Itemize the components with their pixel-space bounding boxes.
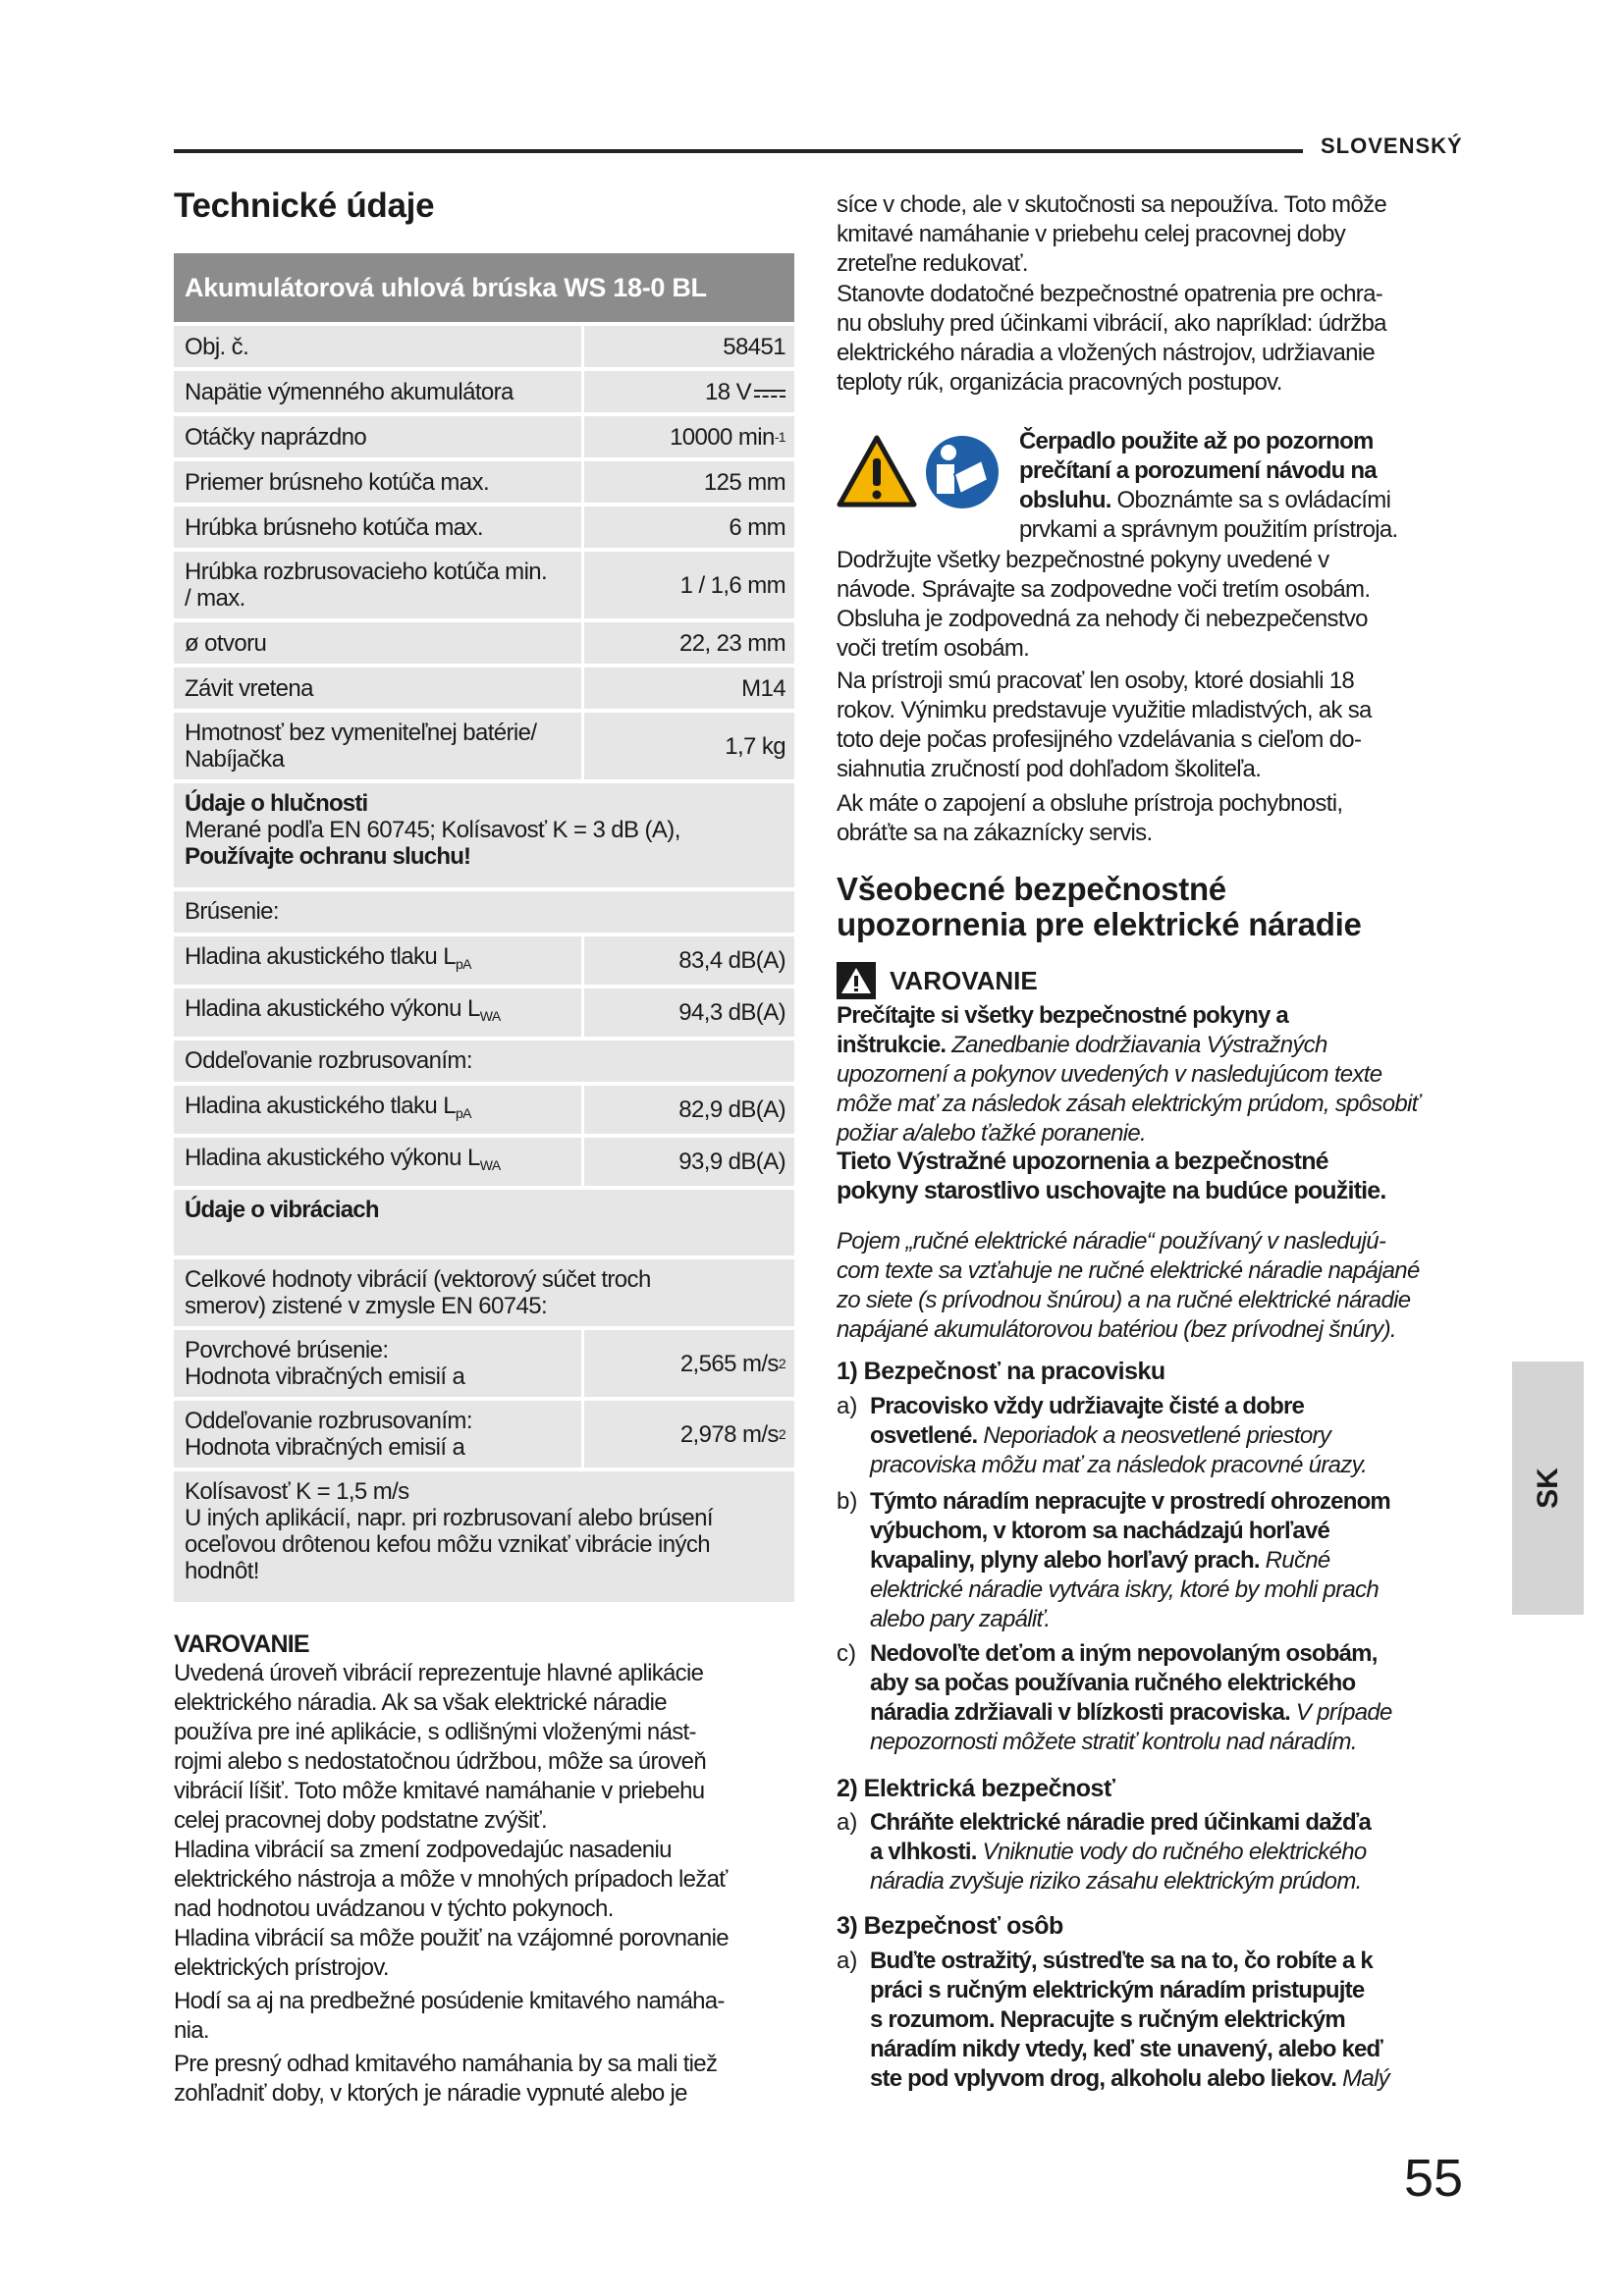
spec-label: [174, 1086, 581, 1134]
spec-row: [174, 1138, 794, 1186]
spec-label-text: Hrúbka brúsneho kotúča max.: [185, 513, 483, 541]
spec-value-text: 6 mm: [729, 513, 785, 541]
warning-label: VAROVANIE: [890, 965, 1038, 995]
spec-row: [174, 1330, 794, 1397]
spec-note: U iných aplikácií, napr. pri rozbrusovaní alebo brúsení oceľovou drôtenou kefou môžu vznikať vibrácie iných hodnôt!: [185, 1505, 713, 1584]
item-text: [870, 1808, 1371, 1896]
spec-row: [174, 988, 794, 1037]
spec-label-text: Hladina akustického výkonu L: [185, 995, 480, 1022]
spec-table-header: Akumulátorová uhlová brúska WS 18-0 BL: [174, 253, 794, 322]
spec-value: [584, 416, 794, 457]
text-run: Nedovoľte deťom a iným nepovolaným osobám, aby sa počas používania ručného elektrického náradia zdržiavali v blízkosti pracoviska.: [870, 1640, 1378, 1726]
spec-label-text: Hrúbka rozbrusovacieho kotúča min. / max.: [185, 559, 548, 612]
spec-label: [174, 713, 581, 779]
spec-label-text: Obj. č.: [185, 333, 249, 360]
spec-section-title: Údaje o hlučnosti: [185, 790, 368, 817]
safety-item: [837, 1947, 1475, 2094]
spec-value: [584, 667, 794, 709]
text-run: Zanedbanie dodržiavania Výstražných upozornení a pokynov uvedených v nasledujúcom texte môže mať za následok zásah elektrickým prúdom, spôsobiť požiar a/alebo ťažké poranenie.: [837, 1032, 1420, 1147]
definition-paragraph: [837, 1227, 1420, 1345]
left-warning-paragraph: [174, 1987, 725, 2046]
spec-row: [174, 326, 794, 367]
text-run: Na prístroji smú pracovať len osoby, ktoré dosiahli 18 rokov. Výnimku predstavuje využitie mladistvých, ak sa toto deje počas profesijného vzdelávania s cieľom do- siahnutia zručností pod dohľadom školiteľa.: [837, 667, 1372, 782]
text-run: V prípade nepozornosti môžete stratiť kontrolu nad náradím.: [870, 1699, 1392, 1755]
item-label: c): [837, 1640, 856, 1667]
text-run: Ak máte o zapojení a obsluhe prístroja pochybnosti, obráťte sa na zákaznícky servis.: [837, 790, 1343, 846]
item-text: [870, 1639, 1392, 1757]
spec-value-text: 58451: [723, 333, 785, 360]
spec-label: [174, 1471, 794, 1602]
spec-label: [174, 936, 581, 985]
paragraph: [837, 280, 1386, 398]
item-text: [870, 1392, 1367, 1480]
spec-label: [174, 667, 581, 709]
safety-item: [837, 1392, 1475, 1480]
spec-label-text: Kolísavosť K = 1,5 m/s: [185, 1478, 409, 1505]
spec-label: [174, 1330, 581, 1397]
spec-row: [174, 936, 794, 985]
spec-label: [174, 891, 794, 933]
spec-label-text: Závit vretena: [185, 674, 313, 702]
item-label: a): [837, 1948, 858, 1974]
page-number: 55: [1404, 2149, 1464, 2208]
spec-value: [584, 936, 794, 985]
text-run: Hodí sa aj na predbežné posúdenie kmitavého namáha- nia.: [174, 1988, 725, 2044]
spec-label: [174, 783, 794, 887]
header-rule: [174, 149, 1303, 153]
safety-item: [837, 1639, 1475, 1757]
text-run: Buďte ostražitý, sústreďte sa na to, čo robíte a k práci s ručným elektrickým náradím pristupujte s rozumom. Nepracujte s ručným elektrickým náradím nikdy vtedy, keď ste unavený, alebo keď ste pod vplyvom drog, alkoholu alebo liekov.: [870, 1948, 1383, 2092]
warning-icon: [837, 962, 876, 999]
warning-text: [837, 1001, 1419, 1148]
item-label: b): [837, 1488, 858, 1515]
item-label: a): [837, 1393, 858, 1419]
text-run: Pre presný odhad kmitavého namáhania by sa mali tiež zohľadniť doby, v ktorých je náradie vypnuté alebo je: [174, 2051, 718, 2107]
superscript: 2: [778, 1355, 785, 1371]
spec-value: [584, 326, 794, 367]
spec-value: [584, 988, 794, 1037]
safety-section-title: 1) Bezpečnosť na pracovisku: [837, 1358, 1165, 1385]
spec-value-text: 2,565 m/s: [679, 1350, 779, 1377]
spec-row: [174, 371, 794, 412]
spec-value-text: 10000 min: [670, 423, 775, 451]
text-run: Týmto náradím nepracujte v prostredí ohrozenom výbuchom, v ktorom sa nachádzajú horľavé kvapaliny, plyny alebo horľavý prach.: [870, 1488, 1390, 1574]
warning-triangle-icon: [837, 435, 917, 507]
section-heading: Všeobecné bezpečnostné upozornenia pre elektrické náradie: [837, 871, 1362, 942]
spec-value-text: 125 mm: [703, 468, 785, 496]
spec-label: [174, 1259, 794, 1326]
spec-label-text: ø otvoru: [185, 629, 267, 657]
spec-table: [174, 253, 794, 1606]
left-warning-paragraph: [174, 2050, 717, 2109]
safety-section-title: 3) Bezpečnosť osôb: [837, 1912, 1063, 1940]
spec-value-text: M14: [741, 674, 785, 702]
spec-value: [584, 713, 794, 779]
pictograms: [837, 435, 1000, 509]
spec-row: [174, 552, 794, 618]
superscript: -1: [774, 428, 785, 445]
text-run: Uvedená úroveň vibrácií reprezentuje hlavné aplikácie elektrického náradia. Ak sa však elektrické náradie používa pre iné aplikácie, s odlišnými vloženými nást- rojmi alebo s nedostatočnou údržbou, môže sa úroveň vibrácií líšiť. Toto môže kmitavé namáhanie v priebehu celej pracovnej doby podstatne zvýšiť. Hladina vibrácií sa zmení zodpovedajúc nasadeniu elektrického nástroja a môže v mnohých prípadoch ležať nad hodnotou uvádzanou v týchto pokynoch. Hladina vibrácií sa môže použiť na vzájomné porovnanie elektrických prístrojov.: [174, 1660, 729, 1981]
spec-row: [174, 416, 794, 457]
page-title: Technické údaje: [174, 187, 435, 225]
spec-label-text: Priemer brúsneho kotúča max.: [185, 468, 490, 496]
spec-label-line: [185, 1145, 570, 1179]
spec-label-text: Hladina akustického tlaku L: [185, 1093, 456, 1119]
spec-label-text: Brúsenie:: [185, 898, 279, 925]
spec-row: [174, 783, 794, 887]
spec-label: [174, 988, 581, 1037]
spec-value-text: 22, 23 mm: [679, 629, 785, 657]
spec-label-line: [185, 995, 570, 1030]
spec-value: [584, 1401, 794, 1468]
spec-label-text: Oddeľovanie rozbrusovaním:: [185, 1047, 472, 1074]
text-run: Stanovte dodatočné bezpečnostné opatrenia pre ochra- nu obsluhy pred účinkami vibrácií, ako napríklad: údržba elektrického náradia a vložených nástrojov, udržiavanie teploty rúk, organizácia pracovných postupov.: [837, 281, 1386, 396]
keep-instructions: [837, 1147, 1386, 1205]
spec-label-text: Celkové hodnoty vibrácií (vektorový súčet troch smerov) zistené v zmysle EN 60745:: [185, 1266, 651, 1319]
spec-label-text: Merané podľa EN 60745; Kolísavosť K = 3 dB (A),: [185, 817, 680, 843]
spec-value: [584, 371, 794, 412]
spec-row: [174, 1190, 794, 1255]
spec-label: [174, 1190, 794, 1255]
text-run: síce v chode, ale v skutočnosti sa nepoužíva. Toto môže kmitavé namáhanie v priebehu celej pracovnej doby zreteľne redukovať.: [837, 191, 1387, 277]
spec-label-text: Otáčky naprázdno: [185, 423, 367, 451]
text-run: Vniknutie vody do ručného elektrického náradia zvyšuje riziko zásahu elektrickým prúdom.: [870, 1839, 1367, 1895]
spec-label: [174, 507, 581, 548]
spec-label: [174, 461, 581, 503]
safety-item: [837, 1808, 1475, 1896]
spec-value: [584, 552, 794, 618]
spec-value-text: 1 / 1,6 mm: [679, 571, 785, 599]
spec-row: [174, 622, 794, 664]
spec-label-text: Hmotnosť bez vymeniteľnej batérie/ Nabíjačka: [185, 720, 537, 773]
spec-row: [174, 667, 794, 709]
text-run: Tieto Výstražné upozornenia a bezpečnostné pokyny starostlivo uschovajte na budúce použitie.: [837, 1148, 1386, 1204]
safety-item: [837, 1487, 1475, 1634]
spec-label: [174, 1138, 581, 1186]
text-run: Pojem „ručné elektrické náradie“ používaný v nasledujú- com texte sa vzťahuje ne ručné elektrické náradie napájané zo siete (s prívodnou šnúrou) a na ručné elektrické náradie napájané akumulátorovou batériou (bez prívodnej šnúry).: [837, 1228, 1420, 1343]
spec-row: [174, 713, 794, 779]
safety-section-title: 2) Elektrická bezpečnosť: [837, 1775, 1115, 1802]
spec-value: [584, 1086, 794, 1134]
spec-label-text: Hladina akustického výkonu L: [185, 1145, 480, 1171]
spec-row: [174, 1259, 794, 1326]
spec-note: Používajte ochranu sluchu!: [185, 843, 471, 870]
language-label: SLOVENSKÝ: [1321, 133, 1463, 158]
superscript: 2: [778, 1425, 785, 1442]
spec-value: [584, 507, 794, 548]
text-run: Dodržujte všetky bezpečnostné pokyny uvedené v návode. Správajte sa zodpovedne voči tretím osobám. Obsluha je zodpovedná za nehody či nebezpečenstvo voči tretím osobám.: [837, 547, 1371, 662]
spec-value-text: 83,4 dB(A): [678, 947, 785, 974]
spec-row: [174, 1401, 794, 1468]
spec-value-text: 94,3 dB(A): [678, 999, 785, 1026]
warning-header: [837, 962, 1038, 999]
spec-label-text: Povrchové brúsenie: Hodnota vibračných emisií a: [185, 1337, 465, 1390]
item-text: [870, 1947, 1389, 2094]
read-manual-icon: [925, 435, 1000, 509]
spec-label: [174, 1401, 581, 1468]
text-run: Chráňte elektrické náradie pred účinkami dažďa a vlhkosti.: [870, 1809, 1371, 1865]
text-run: Neporiadok a neosvetlené priestory pracoviska môžu mať za následok pracovné úrazy.: [870, 1422, 1368, 1478]
spec-label: [174, 416, 581, 457]
text-run: Ručné elektrické náradie vytvára iskry, ktoré by mohli prach alebo pary zapáliť.: [870, 1547, 1379, 1632]
text-run: Čerpadlo použite až po pozornom prečítaní a porozumení návodu na obsluhu.: [1019, 428, 1377, 513]
paragraph: [837, 667, 1372, 784]
spec-value-text: 2,978 m/s: [679, 1420, 779, 1448]
subscript: WA: [479, 1008, 501, 1024]
spec-row: [174, 891, 794, 933]
spec-row: [174, 461, 794, 503]
text-run: Pracovisko vždy udržiavajte čisté a dobre osvetlené.: [870, 1393, 1305, 1449]
left-warning-title: VAROVANIE: [174, 1630, 309, 1658]
spec-row: [174, 507, 794, 548]
text-run: Malý: [1336, 2065, 1389, 2092]
spec-value-text: 82,9 dB(A): [678, 1096, 785, 1123]
spec-label: [174, 371, 581, 412]
paragraph: [837, 789, 1342, 848]
item-text: [870, 1487, 1390, 1634]
spec-label: [174, 326, 581, 367]
text-run: Oboznámte sa s ovládacími prvkami a správnym použitím prístroja.: [1019, 487, 1398, 543]
language-side-tab: SK: [1512, 1362, 1584, 1615]
paragraph: [837, 190, 1386, 279]
item-label: a): [837, 1809, 858, 1836]
dc-symbol-icon: [754, 388, 785, 400]
subscript: pA: [455, 1105, 471, 1121]
spec-label-line: [185, 1093, 570, 1127]
left-warning-paragraph: [174, 1659, 729, 1983]
spec-label-text: Napätie výmenného akumulátora: [185, 378, 514, 405]
spec-value: [584, 461, 794, 503]
spec-row: [174, 1471, 794, 1602]
spec-label: [174, 552, 581, 618]
spec-row: [174, 1041, 794, 1082]
spec-value-text: 18 V: [705, 378, 751, 405]
spec-label-line: [185, 943, 570, 978]
spec-label-text: Oddeľovanie rozbrusovaním: Hodnota vibračných emisií a: [185, 1408, 472, 1461]
spec-label-text: Hladina akustického tlaku L: [185, 943, 456, 970]
spec-value-text: 93,9 dB(A): [678, 1148, 785, 1175]
spec-value-text: 1,7 kg: [725, 732, 785, 760]
spec-label: [174, 1041, 794, 1082]
spec-label: [174, 622, 581, 664]
spec-value: [584, 1138, 794, 1186]
text-run: Prečítajte si všetky bezpečnostné pokyny a inštrukcie.: [837, 1002, 1288, 1058]
spec-row: [174, 1086, 794, 1134]
manual-notice: [1019, 427, 1398, 545]
spec-value: [584, 622, 794, 664]
subscript: pA: [455, 956, 471, 972]
spec-value: [584, 1330, 794, 1397]
subscript: WA: [479, 1157, 501, 1173]
paragraph: [837, 546, 1370, 664]
spec-section-title: Údaje o vibráciach: [185, 1197, 379, 1223]
